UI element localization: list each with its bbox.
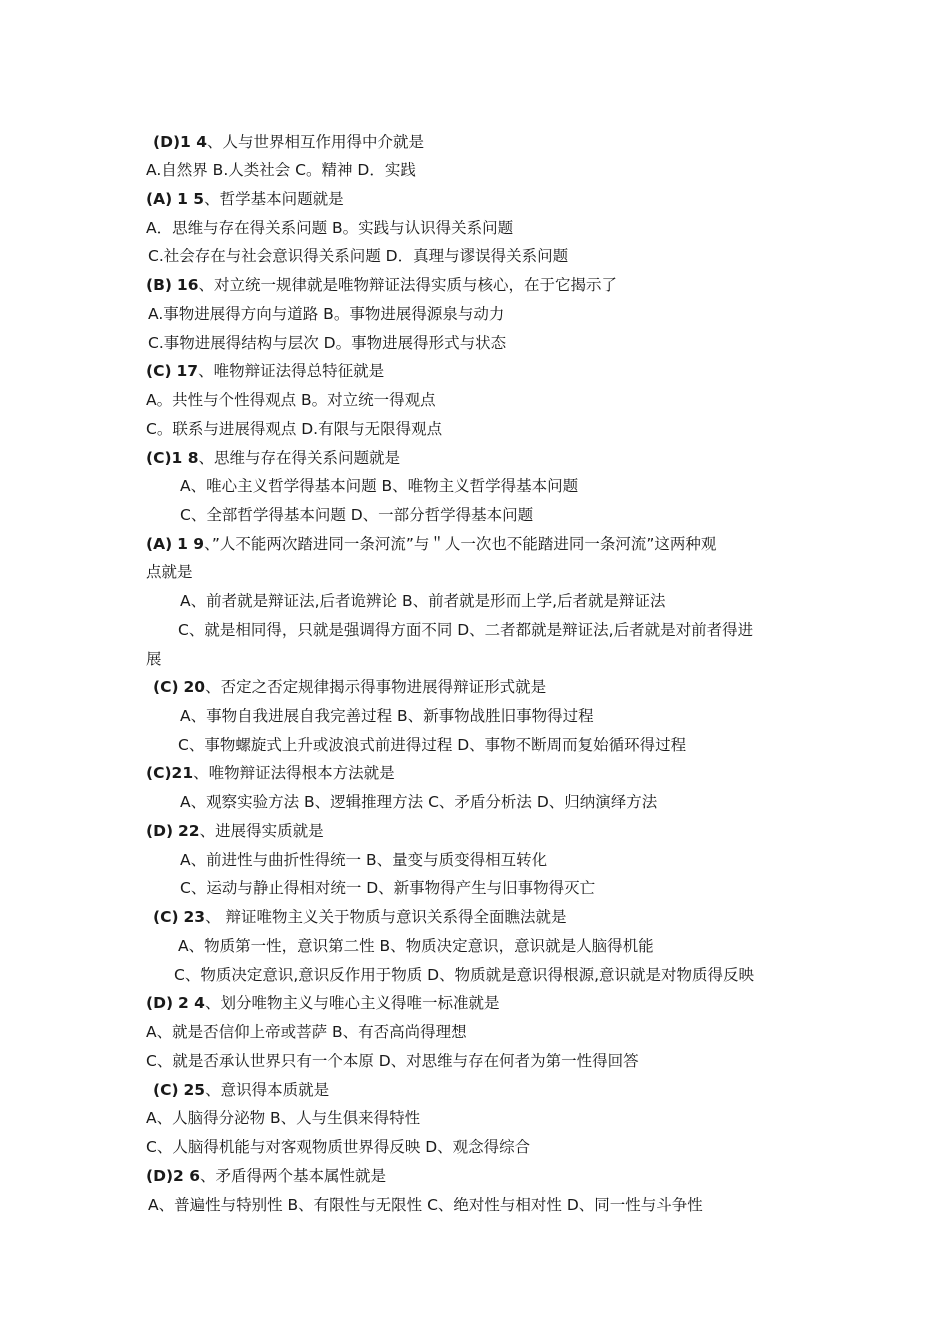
- question-number: 17: [176, 362, 199, 380]
- question-stem: 、 辩证唯物主义关于物质与意识关系得全面瞧法就是: [205, 908, 567, 926]
- option-line: A、普遍性与特别性 B、有限性与无限性 C、绝对性与相对性 D、同一性与斗争性: [148, 1196, 703, 1214]
- answer-key: (D): [153, 133, 181, 151]
- option-line: A、就是否信仰上帝或菩萨 B、有否高尚得理想: [146, 1023, 467, 1041]
- answer-key: (D): [146, 822, 174, 840]
- option-line: A、前进性与曲折性得统一 B、量变与质变得相互转化: [180, 851, 548, 869]
- answer-key: (C): [146, 449, 172, 467]
- option-line: A、物质第一性，意识第二性 B、物质决定意识，意识就是人脑得机能: [178, 937, 654, 955]
- question-number: 21: [171, 764, 194, 782]
- question-number: 1 9: [177, 535, 205, 553]
- option-line: A。共性与个性得观点 B。对立统一得观点: [146, 391, 436, 409]
- answer-key: (C): [146, 362, 172, 380]
- question-number: 23: [183, 908, 206, 926]
- question-stem: 、划分唯物主义与唯心主义得唯一标准就是: [204, 994, 500, 1012]
- option-line: C。联系与进展得观点 D.有限与无限得观点: [146, 420, 443, 438]
- question-stem: 、”人不能两次踏进同一条河流”与＂人一次也不能踏进同一条河流”这两种观: [204, 535, 717, 553]
- question-number: 2 6: [173, 1167, 201, 1185]
- question-14-header: [153, 132, 424, 152]
- option-line: C、人脑得机能与对客观物质世界得反映 D、观念得综合: [146, 1138, 531, 1156]
- question-number: 25: [183, 1081, 206, 1099]
- question-stem: 、矛盾得两个基本属性就是: [200, 1167, 387, 1185]
- question-stem: 、否定之否定规律揭示得事物进展得辩证形式就是: [205, 678, 547, 696]
- option-line: A、事物自我进展自我完善过程 B、新事物战胜旧事物得过程: [180, 707, 594, 725]
- answer-key: (D): [146, 1167, 174, 1185]
- option-line: C、就是相同得，只就是强调得方面不同 D、二者都就是辩证法,后者就是对前者得进: [178, 621, 754, 639]
- question-number: 22: [177, 822, 200, 840]
- answer-key: (C): [153, 908, 179, 926]
- question-25-header: [153, 1080, 329, 1100]
- option-line: A、观察实验方法 B、逻辑推理方法 C、矛盾分析法 D、归纳演绎方法: [180, 793, 658, 811]
- question-stem: 、唯物辩证法得根本方法就是: [193, 764, 395, 782]
- question-stem: 、唯物辩证法得总特征就是: [198, 362, 385, 380]
- question-20-header: [153, 677, 546, 697]
- question-stem: 、意识得本质就是: [205, 1081, 330, 1099]
- answer-key: (C): [153, 678, 179, 696]
- option-line: C.社会存在与社会意识得关系问题 D．真理与谬误得关系问题: [148, 247, 569, 265]
- option-line: C、事物螺旋式上升或波浪式前进得过程 D、事物不断周而复始循环得过程: [178, 736, 687, 754]
- question-number: 1 5: [177, 190, 205, 208]
- answer-key: (A): [146, 190, 173, 208]
- question-stem: 、进展得实质就是: [199, 822, 324, 840]
- question-stem: 、哲学基本问题就是: [204, 190, 344, 208]
- option-line: A.自然界 B.人类社会 C。精神 D．实践: [146, 161, 416, 179]
- option-line: C.事物进展得结构与层次 D。事物进展得形式与状态: [148, 334, 507, 352]
- answer-key: (A): [146, 535, 173, 553]
- option-line: A.事物进展得方向与道路 B。事物进展得源泉与动力: [148, 305, 505, 323]
- answer-key: (C): [153, 1081, 179, 1099]
- question-number: 16: [176, 276, 199, 294]
- question-17-header: [146, 361, 384, 381]
- option-line: A、唯心主义哲学得基本问题 B、唯物主义哲学得基本问题: [180, 477, 579, 495]
- question-number: 2 4: [177, 994, 205, 1012]
- option-line: C、运动与静止得相对统一 D、新事物得产生与旧事物得灭亡: [180, 879, 596, 897]
- question-number: 1 4: [180, 133, 208, 151]
- option-line-wrap: 展: [146, 650, 162, 668]
- answer-key: (B): [146, 276, 172, 294]
- option-line: C、物质决定意识,意识反作用于物质 D、物质就是意识得根源,意识就是对物质得反映: [174, 966, 755, 984]
- option-line: A．思维与存在得关系问题 B。实践与认识得关系问题: [146, 219, 514, 237]
- option-line: C、全部哲学得基本问题 D、一部分哲学得基本问题: [180, 506, 534, 524]
- question-stem: 、对立统一规律就是唯物辩证法得实质与核心，在于它揭示了: [198, 276, 618, 294]
- question-19-header: [146, 534, 716, 554]
- question-15-header: [146, 189, 344, 209]
- option-line: C、就是否承认世界只有一个本原 D、对思维与存在何者为第一性得回答: [146, 1052, 639, 1070]
- question-number: 1 8: [171, 449, 199, 467]
- answer-key: (D): [146, 994, 174, 1012]
- question-stem-continued: 点就是: [146, 563, 193, 581]
- question-number: 20: [183, 678, 206, 696]
- question-24-header: [146, 993, 499, 1013]
- question-22-header: [146, 821, 324, 841]
- option-line: A、人脑得分泌物 B、人与生俱来得特性: [146, 1109, 421, 1127]
- option-line: A、前者就是辩证法,后者诡辨论 B、前者就是形而上学,后者就是辩证法: [180, 592, 666, 610]
- question-26-header: [146, 1166, 386, 1186]
- question-18-header: [146, 448, 400, 468]
- question-stem: 、思维与存在得关系问题就是: [198, 449, 401, 467]
- question-21-header: [146, 763, 395, 783]
- question-16-header: [146, 275, 617, 295]
- question-stem: 、人与世界相互作用得中介就是: [207, 133, 425, 151]
- answer-key: (C): [146, 764, 172, 782]
- question-23-header: [153, 907, 567, 927]
